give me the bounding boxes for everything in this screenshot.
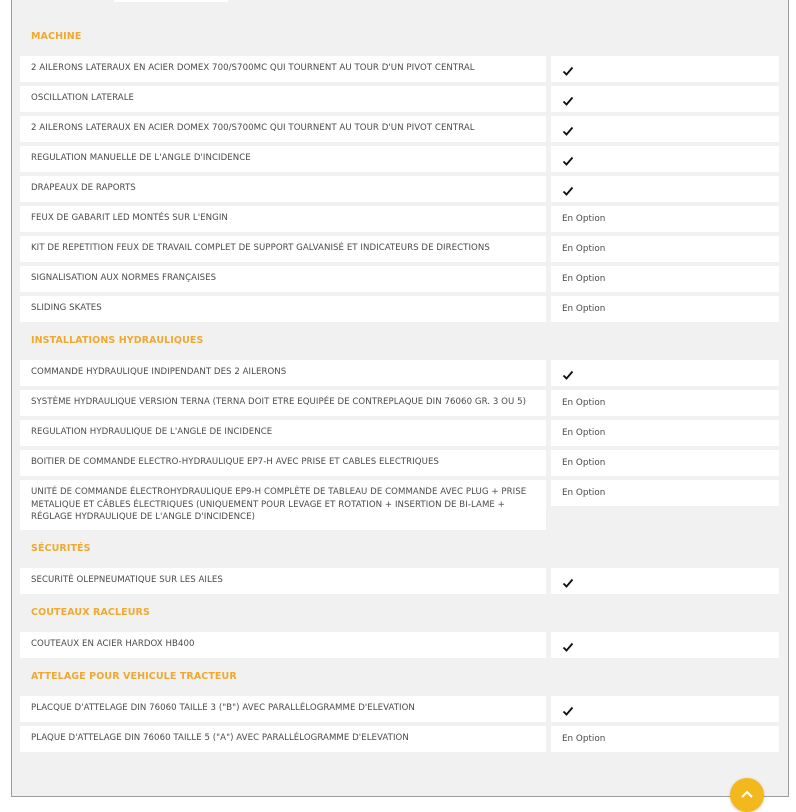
spec-row — [20, 176, 780, 202]
spec-label: SECURITÈ OLEPNEUMATIQUE SUR LES AILES — [20, 568, 546, 594]
spec-label: OSCILLATION LATERALE — [20, 86, 546, 112]
check-icon — [562, 155, 574, 167]
check-icon — [562, 125, 574, 137]
scroll-to-top-button[interactable] — [730, 778, 764, 812]
spec-label: 2 AILERONS LATERAUX EN ACIER DOMEX 700/S700MC QUI TOURNENT AU TOUR D'UN PIVOT CENTRAL — [20, 56, 546, 82]
spec-value: En Option — [551, 236, 779, 262]
section-title: COUTEAUX RACLEURS — [31, 606, 150, 618]
spec-row — [20, 266, 780, 292]
spec-label: REGULATION HYDRAULIQUE DE L'ANGLE DE INCIDENCE — [20, 420, 546, 446]
check-icon — [562, 577, 574, 589]
spec-label: BOITIER DE COMMANDE ELECTRO-HYDRAULIQUE EP7-H AVEC PRISE ET CABLES ELECTRIQUES — [20, 450, 546, 476]
spec-included — [551, 568, 779, 594]
spec-included — [551, 696, 779, 722]
check-icon — [562, 641, 574, 653]
spec-row — [20, 206, 780, 232]
spec-label: COUTEAUX EN ACIER HARDOX HB400 — [20, 632, 546, 658]
spec-label: KIT DE REPETITION FEUX DE TRAVAIL COMPLET DE SUPPORT GALVANISÉ ET INDICATEURS DE DIRECTIONS — [20, 236, 546, 262]
spec-included — [551, 56, 779, 82]
spec-label: DRAPEAUX DE RAPORTS — [20, 176, 546, 202]
check-icon — [562, 185, 574, 197]
spec-row — [20, 360, 780, 386]
spec-row — [20, 450, 780, 476]
spec-value: En Option — [551, 420, 779, 446]
section-title: INSTALLATIONS HYDRAULIQUES — [31, 335, 204, 346]
spec-label: SLIDING SKATES — [20, 296, 546, 322]
spec-panel — [11, 0, 789, 797]
check-icon — [562, 369, 574, 381]
spec-row — [20, 632, 780, 658]
spec-row — [20, 296, 780, 322]
spec-row — [20, 420, 780, 446]
spec-value: En Option — [551, 726, 779, 752]
section-title: ATTELAGE POUR VEHICULE TRACTEUR — [31, 670, 237, 682]
chevron-up-icon — [741, 790, 753, 798]
spec-included — [551, 86, 779, 112]
spec-label: SIGNALISATION AUX NORMES FRANÇAISES — [20, 266, 546, 292]
spec-label: PLACQUE D'ATTELAGE DIN 76060 TAILLE 3 ("B") AVEC PARALLÉLOGRAMME D'ELEVATION — [20, 696, 546, 722]
spec-value: En Option — [551, 480, 779, 506]
section-title: MACHINE — [31, 31, 82, 42]
spec-label: REGULATION MANUELLE DE L'ANGLE D'INCIDENCE — [20, 146, 546, 172]
spec-label: SYSTÈME HYDRAULIQUE VERSION TERNA (TERNA DOIT ETRE EQUIPÉE DE CONTREPLAQUE DIN 76060 GR. 3 OU 5) — [20, 390, 546, 416]
spec-row — [20, 726, 780, 752]
spec-label: 2 AILERONS LATERAUX EN ACIER DOMEX 700/S700MC QUI TOURNENT AU TOUR D'UN PIVOT CENTRAL — [20, 116, 546, 142]
spec-row — [20, 568, 780, 594]
spec-included — [551, 632, 779, 658]
check-icon — [562, 95, 574, 107]
spec-row — [20, 236, 780, 262]
spec-row — [20, 116, 780, 142]
spec-value: En Option — [551, 450, 779, 476]
spec-row — [20, 480, 780, 530]
spec-label: FEUX DE GABARIT LED MONTÉS SUR L'ENGIN — [20, 206, 546, 232]
spec-row — [20, 146, 780, 172]
check-icon — [562, 65, 574, 77]
spec-value: En Option — [551, 206, 779, 232]
spec-row — [20, 86, 780, 112]
spec-row — [20, 696, 780, 722]
spec-value: En Option — [551, 296, 779, 322]
spec-label: COMMANDE HYDRAULIQUE INDIPENDANT DES 2 AILERONS — [20, 360, 546, 386]
check-icon — [562, 705, 574, 717]
spec-label: PLAQUE D'ATTELAGE DIN 76060 TAILLE 5 ("A") AVEC PARALLÉLOGRAMME D'ELEVATION — [20, 726, 546, 752]
spec-included — [551, 146, 779, 172]
spec-included — [551, 176, 779, 202]
spec-row — [20, 56, 780, 82]
spec-label: UNITÉ DE COMMANDE ÉLECTROHYDRAULIQUE EP9-H COMPLÈTE DE TABLEAU DE COMMANDE AVEC PLUG + PRISE METALIQUE ET CÂBLES ÉLECTRIQUES (UNIQUEMENT POUR LEVAGE ET ROTATION + INSERTION DE BI-LAME + RÉGLAGE HYDRAULIQUE DE L'ANGLE D'INCIDENCE) — [20, 480, 546, 530]
spec-value: En Option — [551, 390, 779, 416]
section-title: SÉCURITÉS — [31, 542, 91, 554]
spec-row — [20, 390, 780, 416]
active-tab-indicator — [114, 0, 228, 2]
spec-included — [551, 360, 779, 386]
spec-table — [20, 27, 780, 761]
spec-included — [551, 116, 779, 142]
spec-value: En Option — [551, 266, 779, 292]
